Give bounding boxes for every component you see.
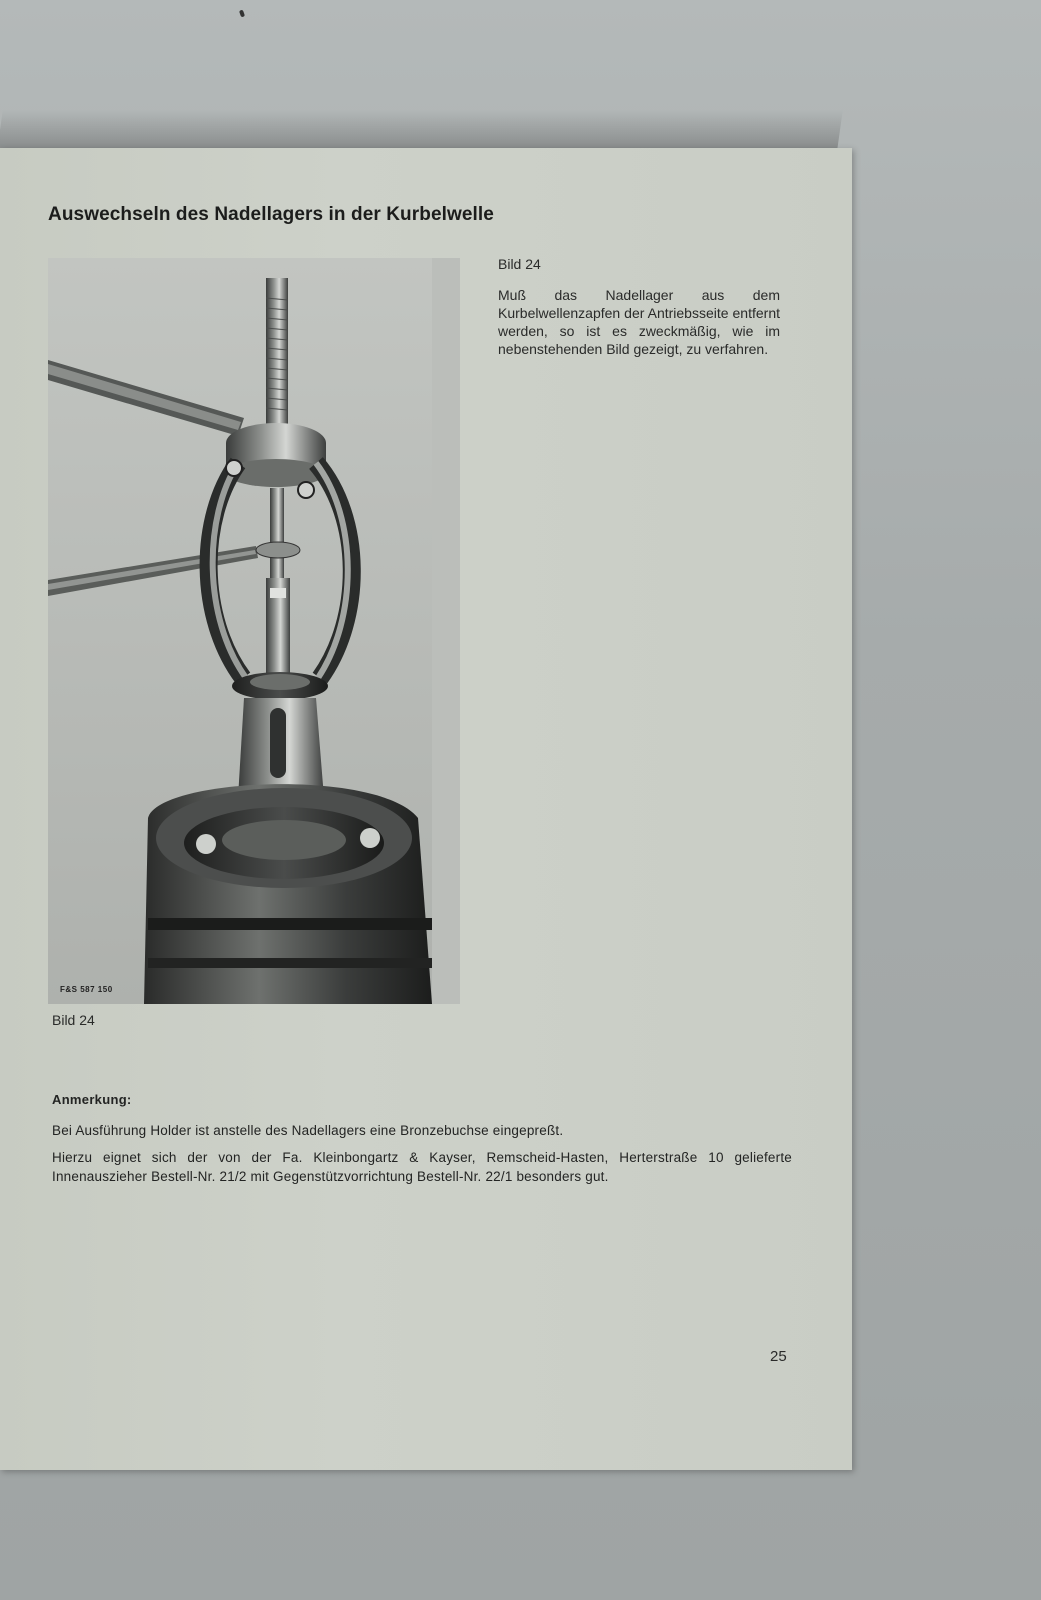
figure-photo (48, 258, 460, 1004)
note-paragraph: Hierzu eignet sich der von der Fa. Kleinbongartz & Kayser, Remscheid-Hasten, Herterstraße 10 gelieferte Innenauszieher Bestell-Nr. 21/2 mit Gegenstützvorrichtung Bestell-Nr. 22/1 besonders gut. (52, 1150, 792, 1184)
book-page (0, 148, 852, 1470)
figure-caption: Bild 24 (52, 1012, 95, 1028)
page-number: 25 (770, 1348, 787, 1365)
dust-speck (239, 10, 245, 18)
note-section (52, 1092, 792, 1194)
side-column (498, 256, 780, 358)
side-description: Muß das Nadellager aus dem Kurbelwellenzapfen der Antriebsseite entfernt werden, so ist es zweckmäßig, wie im nebenstehenden Bild gezeigt, zu verfahren. (498, 287, 780, 357)
figure-code: F&S 587 150 (60, 985, 113, 994)
puller-tool-illustration (48, 258, 460, 1004)
note-paragraph: Bei Ausführung Holder ist anstelle des Nadellagers eine Bronzebuchse eingepreßt. (52, 1123, 564, 1138)
note-label: Anmerkung: (52, 1092, 132, 1107)
page-heading: Auswechseln des Nadellagers in der Kurbelwelle (48, 204, 494, 225)
side-caption: Bild 24 (498, 256, 541, 272)
page-shadow (0, 110, 843, 150)
